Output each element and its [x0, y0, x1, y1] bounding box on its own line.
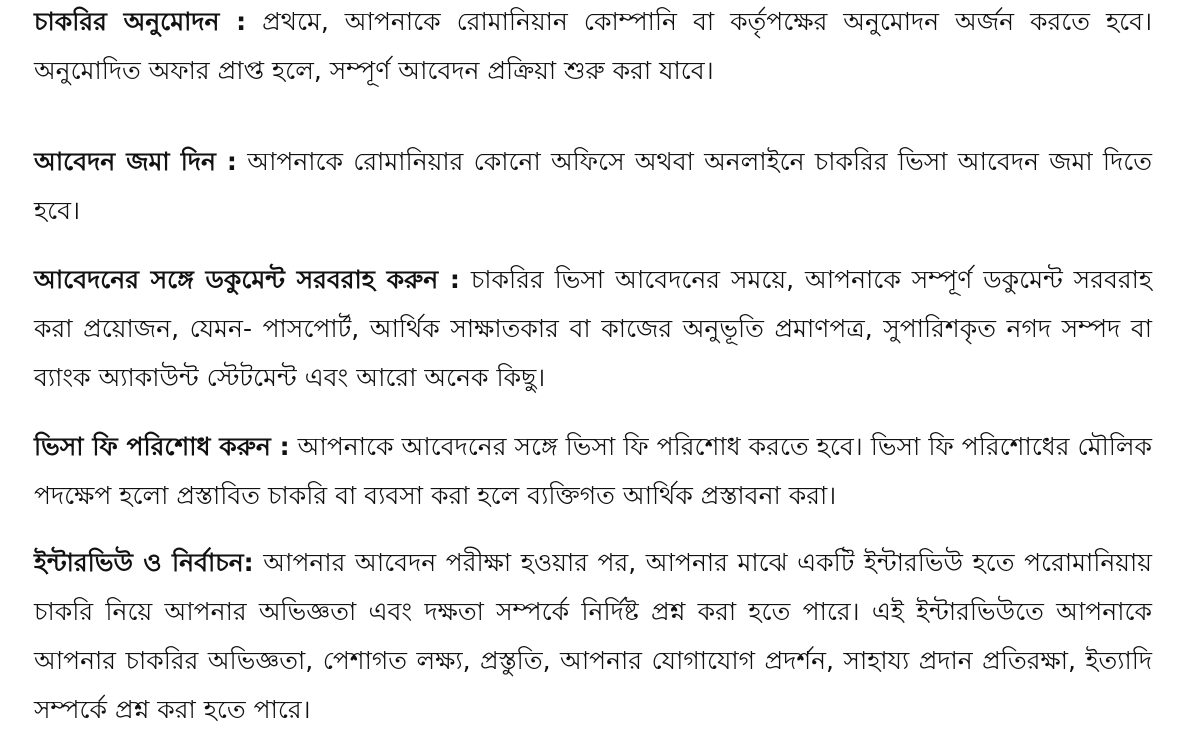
paragraph-text: আপনার আবেদন পরীক্ষা হওয়ার পর, আপনার মাঝে একটি ইন্টারভিউ হতে পরোমানিয়ায় চাকরি নিয়ে আপনার অভিজ্ঞতা এবং দক্ষতা সম্পর্কে নির্দিষ্ট প্রশ্ন করা হতে পারে। এই ইন্টারভিউতে আপনাকে আপনার চাকরির অভিজ্ঞতা, পেশাগত লক্ষ্য, প্রস্তুতি, আপনার যোগাযোগ প্রদর্শন, সাহায্য প্রদান প্রতিরক্ষা, ইত্যাদি সম্পর্কে প্রশ্ন করা হতে পারে।: [34, 548, 1153, 724]
paragraph-heading: ইন্টারভিউ ও নির্বাচন:: [34, 548, 254, 577]
document-body: [34, 0, 1152, 734]
paragraph-heading: আবেদন জমা দিন :: [34, 147, 237, 176]
paragraph-heading: চাকরির অনুমোদন :: [34, 7, 247, 36]
paragraph-text: আপনাকে রোমানিয়ার কোনো অফিসে অথবা অনলাইনে চাকরির ভিসা আবেদন জমা দিতে হবে।: [34, 147, 1153, 225]
paragraph-heading: ভিসা ফি পরিশোধ করুন :: [34, 432, 290, 461]
paragraph-interview-selection: [34, 538, 1152, 734]
paragraph-text: প্রথমে, আপনাকে রোমানিয়ান কোম্পানি বা কর্তৃপক্ষের অনুমোদন অর্জন করতে হবে। অনুমোদিত অফার প্রাপ্ত হলে, সম্পূর্ণ আবেদন প্রক্রিয়া শুরু করা যাবে।: [34, 7, 1153, 85]
paragraph-job-approval: [34, 0, 1152, 95]
paragraph-supply-documents: [34, 255, 1152, 402]
paragraph-text: চাকরির ভিসা আবেদনের সময়ে, আপনাকে সম্পূর্ণ ডকুমেন্ট সরবরাহ করা প্রয়োজন, যেমন- পাসপোর্ট, আর্থিক সাক্ষাতকার বা কাজের অনুভূতি প্রমাণপত্র, সুপারিশকৃত নগদ সম্পদ বা ব্যাংক অ্যাকাউন্ট স্টেটমেন্ট এবং আরো অনেক কিছু।: [34, 265, 1152, 392]
paragraph-heading: আবেদনের সঙ্গে ডকুমেন্ট সরবরাহ করুন :: [34, 265, 460, 294]
paragraph-pay-visa-fee: [34, 422, 1152, 520]
paragraph-submit-application: [34, 137, 1152, 235]
paragraph-text: আপনাকে আবেদনের সঙ্গে ভিসা ফি পরিশোধ করতে হবে। ভিসা ফি পরিশোধের মৌলিক পদক্ষেপ হলো প্রস্তাবিত চাকরি বা ব্যবসা করা হলে ব্যক্তিগত আর্থিক প্রস্তাবনা করা।: [34, 432, 1152, 510]
